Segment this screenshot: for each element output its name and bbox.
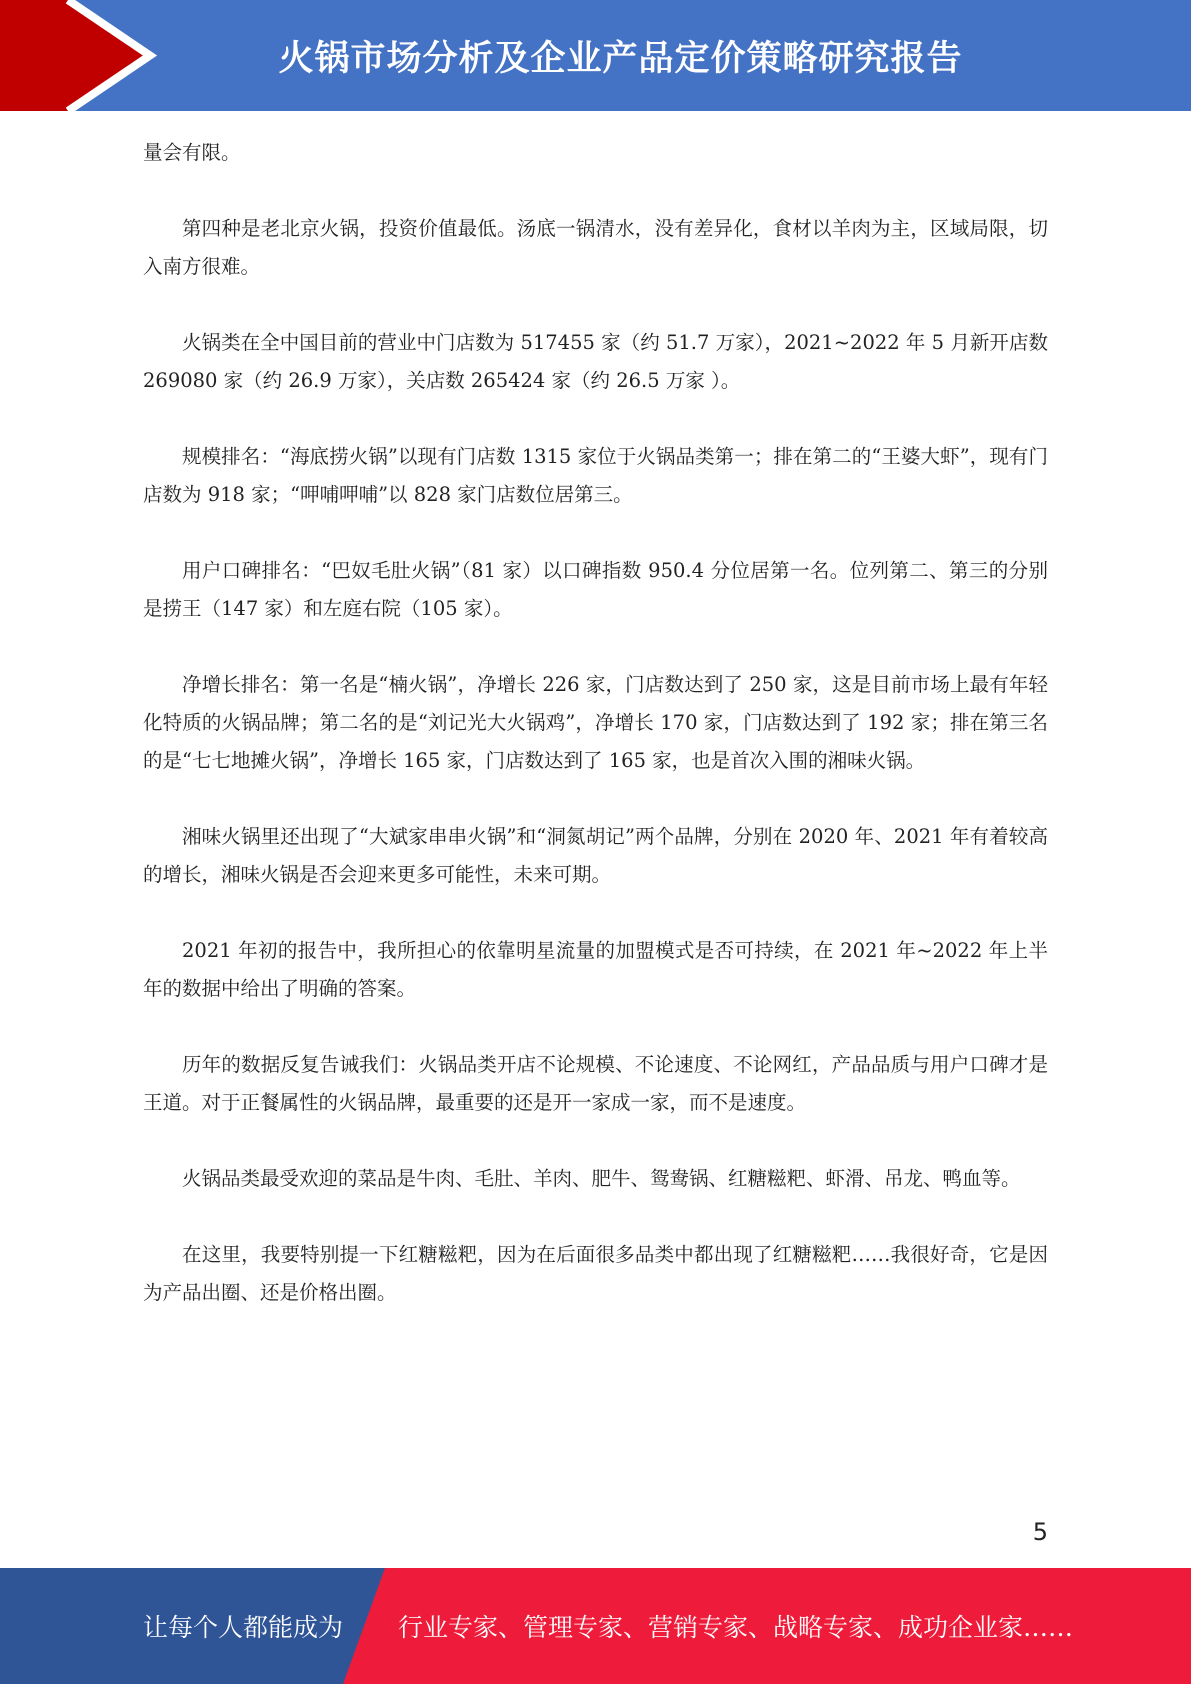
- document-body: [143, 134, 1048, 1350]
- footer-slogan-right: 行业专家、管理专家、营销专家、战略专家、成功企业家……: [398, 1613, 1074, 1642]
- paragraph: 火锅品类最受欢迎的菜品是牛肉、毛肚、羊肉、肥牛、鸳鸯锅、红糖糍粑、虾滑、吊龙、鸭血等。: [182, 1167, 1021, 1190]
- paragraph: 历年的数据反复告诫我们：火锅品类开店不论规模、不论速度、不论网红，产品品质与用户口碑才是王道。对于正餐属性的火锅品牌，最重要的还是开一家成一家，而不是速度。: [143, 1053, 1048, 1114]
- paragraph: 规模排名：“海底捞火锅”以现有门店数 1315 家位于火锅品类第一；排在第二的“王婆大虾”，现有门店数为 918 家；“呷哺呷哺”以 828 家门店数位居第三。: [143, 445, 1048, 506]
- footer-slogan-left: 让每个人都能成为: [143, 1613, 344, 1642]
- paragraph: 用户口碑排名：“巴奴毛肚火锅”（81 家）以口碑指数 950.4 分位居第一名。位列第二、第三的分别是捞王（147 家）和左庭右院（105 家）。: [143, 559, 1048, 620]
- paragraph: 量会有限。: [143, 141, 241, 164]
- page-number: 5: [1032, 1518, 1048, 1546]
- paragraph: 第四种是老北京火锅，投资价值最低。汤底一锅清水，没有差异化，食材以羊肉为主，区域局限，切入南方很难。: [143, 217, 1048, 278]
- paragraph: 湘味火锅里还出现了“大斌家串串火锅”和“洞氮胡记”两个品牌，分别在 2020 年、2021 年有着较高的增长，湘味火锅是否会迎来更多可能性，未来可期。: [143, 825, 1048, 886]
- paragraph: 净增长排名：第一名是“楠火锅”，净增长 226 家，门店数达到了 250 家，这是目前市场上最有年轻化特质的火锅品牌；第二名的是“刘记光大火锅鸡”，净增长 170 家，门店数达到了 192 家；排在第三名的是“七七地摊火锅”，净增长 165 家，门店数达到了 165 家，也是首次入围的湘味火锅。: [143, 673, 1048, 772]
- paragraph: 火锅类在全中国目前的营业中门店数为 517455 家（约 51.7 万家），2021~2022 年 5 月新开店数 269080 家（约 26.9 万家），关店数 265424 家（约 26.5 万家 ）。: [143, 331, 1048, 392]
- page-header: [0, 0, 1191, 111]
- paragraph: 在这里，我要特别提一下红糖糍粑，因为在后面很多品类中都出现了红糖糍粑……我很好奇，它是因为产品出圈、还是价格出圈。: [143, 1243, 1048, 1304]
- page-footer: [0, 1568, 1191, 1684]
- paragraph: 2021 年初的报告中，我所担心的依靠明星流量的加盟模式是否可持续，在 2021 年~2022 年上半年的数据中给出了明确的答案。: [143, 939, 1048, 1000]
- page-title: 火锅市场分析及企业产品定价策略研究报告: [278, 38, 963, 79]
